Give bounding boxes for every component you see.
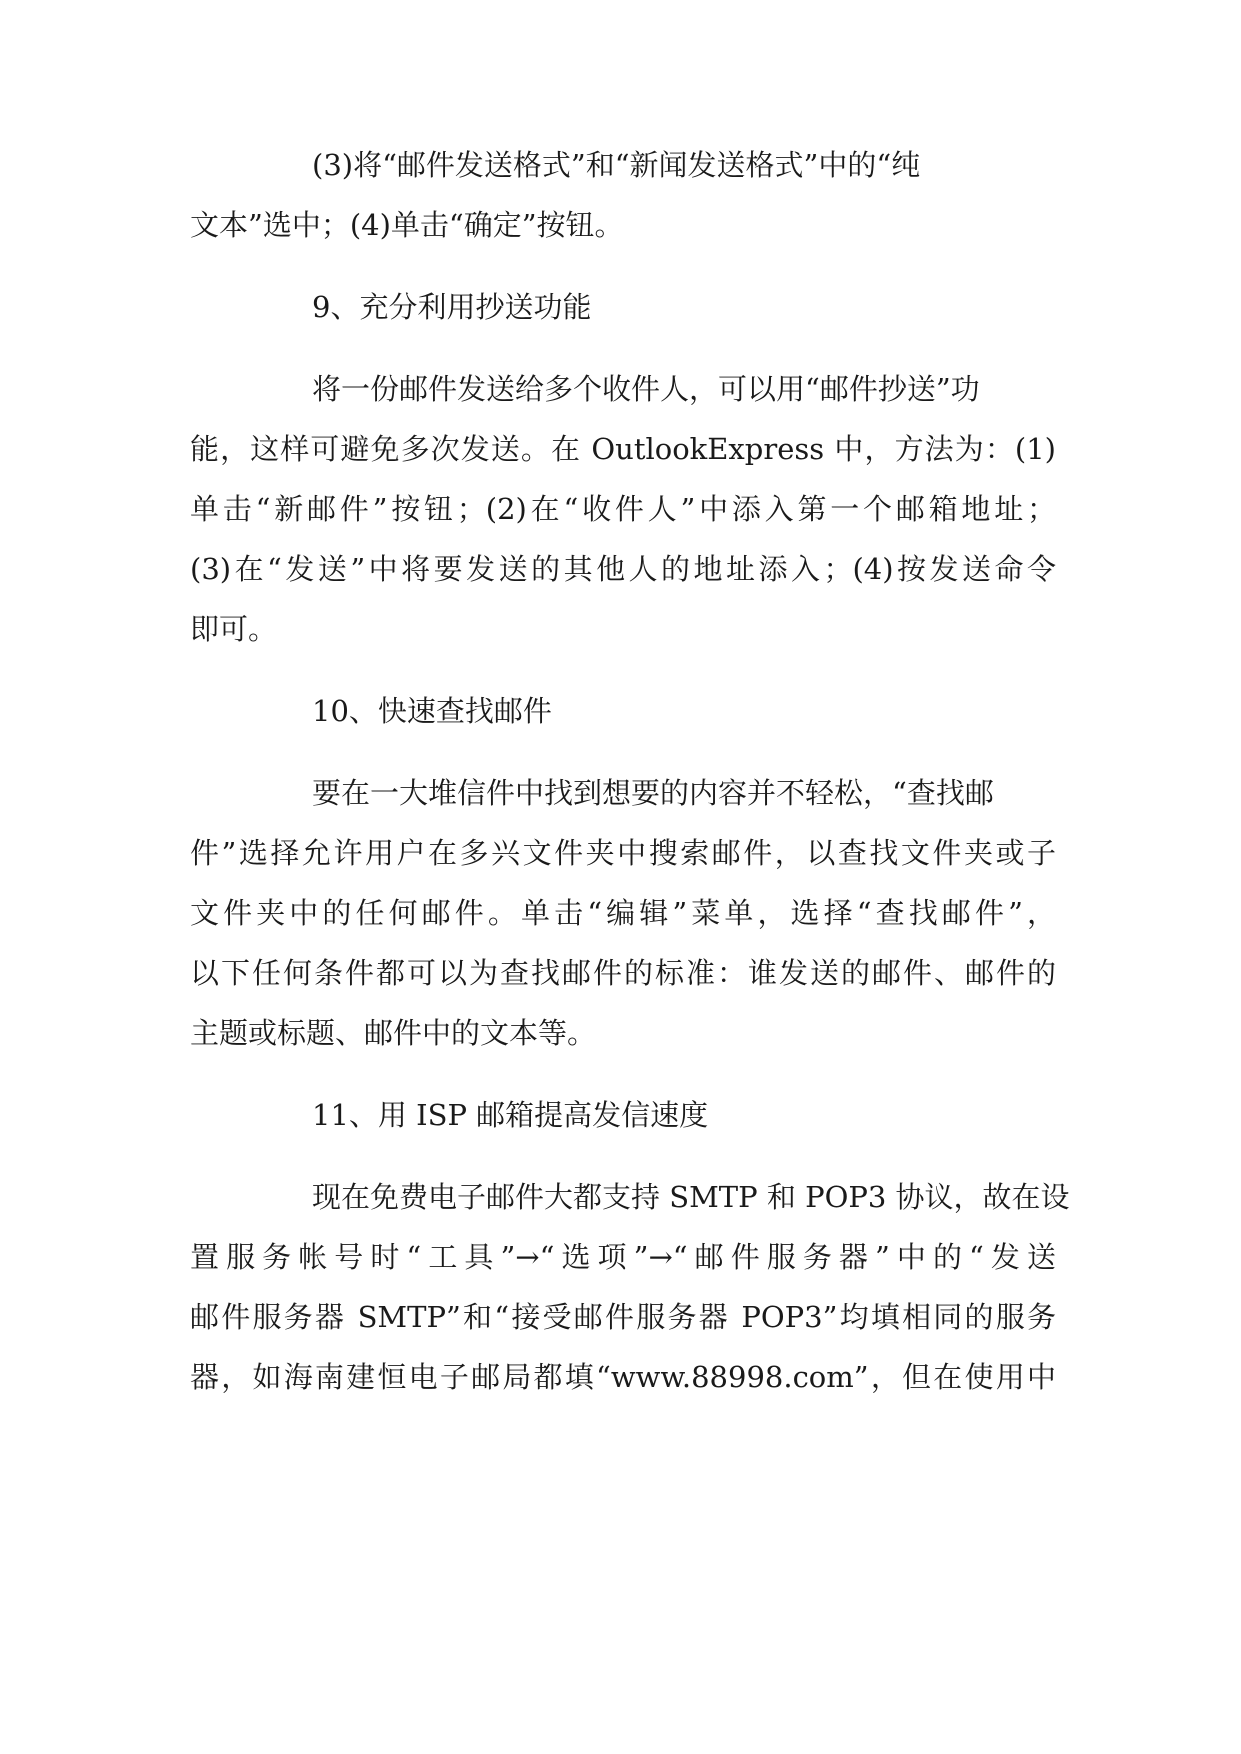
section-heading-11: 11、用 ISP 邮箱提高发信速度 — [312, 1098, 709, 1132]
paragraph-3-line-3: 文件夹中的任何邮件。单击“编辑”菜单，选择“查找邮件”， — [190, 896, 1056, 930]
paragraph-3-line-4: 以下任何条件都可以为查找邮件的标准：谁发送的邮件、邮件的 — [190, 956, 1056, 990]
paragraph-4-line-4: 器，如海南建恒电子邮局都填“www.88998.com”，但在使用中 — [190, 1360, 1056, 1394]
paragraph-3-line-1: 要在一大堆信件中找到想要的内容并不轻松，“查找邮 — [312, 776, 994, 810]
paragraph-4-line-2: 置服务帐号时“工具”→“选项”→“邮件服务器”中的“发送 — [190, 1240, 1056, 1274]
paragraph-1-line-1: (3)将“邮件发送格式”和“新闻发送格式”中的“纯 — [312, 148, 921, 182]
paragraph-2-line-2: 能，这样可避免多次发送。在 OutlookExpress 中，方法为：(1) — [190, 432, 1056, 466]
paragraph-2-line-5: 即可。 — [190, 612, 278, 646]
paragraph-3-line-5: 主题或标题、邮件中的文本等。 — [190, 1016, 597, 1050]
paragraph-2-line-4: (3)在“发送”中将要发送的其他人的地址添入；(4)按发送命令 — [190, 552, 1056, 586]
paragraph-3-line-2: 件”选择允许用户在多兴文件夹中搜索邮件，以查找文件夹或子 — [190, 836, 1056, 870]
paragraph-1-line-2: 文本”选中；(4)单击“确定”按钮。 — [190, 208, 624, 242]
paragraph-2-line-1: 将一份邮件发送给多个收件人，可以用“邮件抄送”功 — [312, 372, 980, 406]
paragraph-4-line-3: 邮件服务器 SMTP”和“接受邮件服务器 POP3”均填相同的服务 — [190, 1300, 1056, 1334]
paragraph-2-line-3: 单击“新邮件”按钮；(2)在“收件人”中添入第一个邮箱地址； — [190, 492, 1056, 526]
section-heading-10: 10、快速查找邮件 — [312, 694, 552, 728]
section-heading-9: 9、充分利用抄送功能 — [312, 290, 592, 324]
paragraph-4-line-1: 现在免费电子邮件大都支持 SMTP 和 POP3 协议，故在设 — [312, 1180, 1070, 1214]
